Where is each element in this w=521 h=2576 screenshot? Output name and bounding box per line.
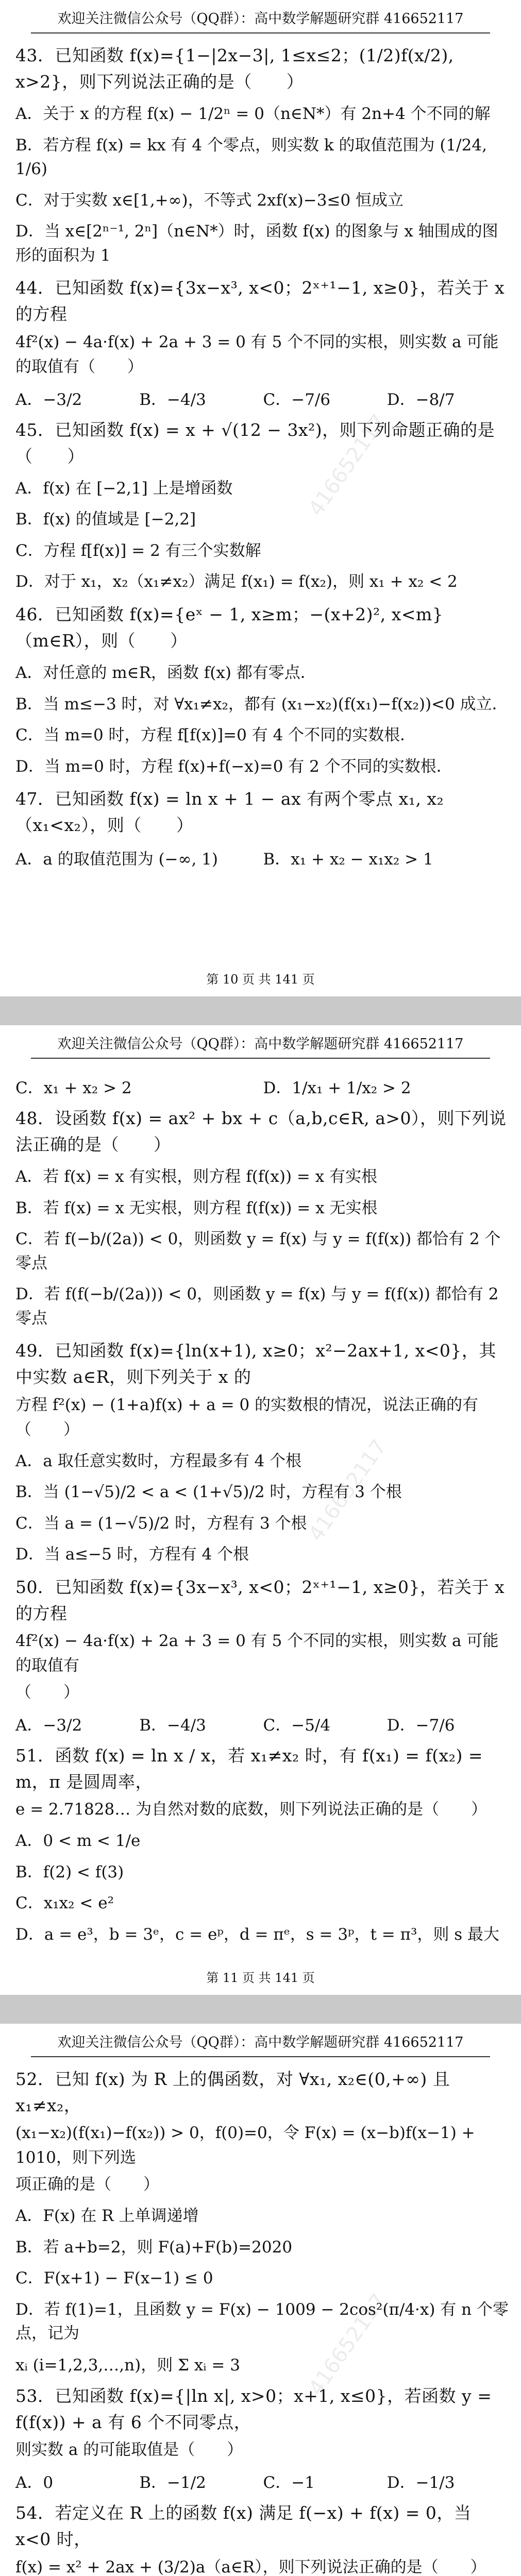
option-a: A．0 — [15, 2473, 54, 2493]
option-b: B．x₁ + x₂ − x₁x₂ > 1 — [263, 850, 433, 869]
option-c: C．x₁ + x₂ > 2 — [15, 1079, 132, 1097]
question-stem: 48．设函数 f(x) = ax² + bx + c（a,b,c∈R, a>0），则下列说法正确的是（ ） — [15, 1108, 507, 1155]
question-44 — [15, 275, 511, 409]
question-stem-cont: 项正确的是（ ） — [15, 2175, 159, 2194]
question-48 — [15, 1105, 511, 1330]
option-row — [15, 2469, 511, 2493]
watermark: 416652117 — [304, 1435, 392, 1546]
option-a: A．f(x) 在 [−2,1] 上是增函数 — [15, 479, 233, 498]
question-stem: 49．已知函数 f(x)={ln(x+1), x≥0；x²−2ax+1, x<0}，其中实数 a∈R，则下列关于 x 的 — [15, 1341, 496, 1387]
question-46 — [15, 601, 511, 778]
question-stem-cont: 方程 f²(x) − (1+a)f(x) + a = 0 的实数根的情况，说法正确的有（ ） — [15, 1395, 479, 1439]
option-d: D．当 m=0 时，方程 f(x)+f(−x)=0 有 2 个不同的实数根． — [15, 757, 452, 776]
watermark: 416652117 — [304, 2289, 392, 2400]
page-11 — [0, 1025, 521, 1995]
option-a: A．关于 x 的方程 f(x) − 1/2ⁿ = 0（n∈N*）有 2n+4 个不同的解 — [15, 105, 491, 124]
watermark: 416652117 — [304, 410, 392, 521]
question-stem: 46．已知函数 f(x)={eˣ − 1, x≥m；−(x+2)², x<m}（m∈R），则（ ） — [15, 604, 444, 651]
option-row — [15, 846, 511, 869]
option-c: C．方程 f[f(x)] = 2 有三个实数解 — [15, 541, 261, 560]
page-12 — [0, 2024, 521, 2576]
question-47-continued — [15, 1075, 511, 1098]
option-d: D．a = e³，b = 3ᵉ，c = eᵖ，d = πᵉ，s = 3ᵖ，t = π³，则 s 最大 — [15, 1925, 500, 1944]
question-stem: 50．已知函数 f(x)={3x−x³, x<0；2ˣ⁺¹−1, x≥0}，若关于 x 的方程 — [15, 1577, 505, 1623]
page-header: 欢迎关注微信公众号（QQ群）：高中数学解题研究群 416652117 — [31, 2031, 490, 2057]
question-54 — [15, 2500, 511, 2576]
option-b: B．当 m≤−3 时，对 ∀x₁≠x₂，都有 (x₁−x₂)(f(x₁)−f(x₂))<0 成立． — [15, 694, 508, 714]
option-b: B．若方程 f(x) = kx 有 4 个零点，则实数 k 的取值范围为 (1/24, 1/6) — [15, 135, 487, 179]
question-stem: 45．已知函数 f(x) = x + √(12 − 3x²)，则下列命题正确的是（ ） — [15, 419, 495, 466]
option-a: A．F(x) 在 R 上单调递增 — [15, 2207, 199, 2226]
option-row — [15, 386, 511, 410]
option-row — [15, 1712, 511, 1735]
question-45 — [15, 417, 511, 594]
option-d-cont: xᵢ (i=1,2,3,…,n)，则 Σ xᵢ = 3 — [15, 2355, 240, 2375]
question-stem: 44．已知函数 f(x)={3x−x³, x<0；2ˣ⁺¹−1, x≥0}，若关于 x 的方程 — [15, 278, 505, 325]
question-stem-cont: 4f²(x) − 4a·f(x) + 2a + 3 = 0 有 5 个不同的实根，则实数 a 可能的取值有（ ） — [15, 332, 499, 376]
question-stem: 52．已知 f(x) 为 R 上的偶函数，对 ∀x₁, x₂∈(0,+∞) 且 x₁≠x₂， — [15, 2069, 450, 2116]
option-d: D．1/x₁ + 1/x₂ > 2 — [263, 1079, 411, 1097]
option-d: D．−1/3 — [386, 2473, 455, 2493]
option-b: B．−4/3 — [139, 390, 206, 409]
option-d: D．当 x∈[2ⁿ⁻¹, 2ⁿ]（n∈N*）时，函数 f(x) 的图象与 x 轴围成的图形的面积为 1 — [15, 222, 498, 265]
page-footer: 第 11 页 共 141 页 — [206, 1971, 315, 1985]
option-b: B．−4/3 — [139, 1716, 206, 1735]
question-stem-cont: （ ） — [15, 1683, 79, 1702]
question-53 — [15, 2383, 511, 2493]
option-d: D．对于 x₁，x₂（x₁≠x₂）满足 f(x₁) = f(x₂)，则 x₁ + x₂ < 2 — [15, 572, 458, 591]
option-c: C．−7/6 — [263, 390, 331, 409]
question-stem: 53．已知函数 f(x)={|ln x|, x>0；x+1, x≤0}，若函数 y = f(f(x)) + a 有 6 个不同零点， — [15, 2385, 492, 2433]
question-49 — [15, 1337, 511, 1566]
option-d: D．当 a≤−5 时，方程有 4 个根 — [15, 1545, 249, 1564]
question-stem: 47．已知函数 f(x) = ln x + 1 − ax 有两个零点 x₁, x₂（x₁<x₂），则（ ） — [15, 789, 444, 836]
option-b: B．−1/2 — [139, 2473, 206, 2493]
page-header: 欢迎关注微信公众号（QQ群）：高中数学解题研究群 416652117 — [31, 7, 490, 33]
option-a: A．−3/2 — [15, 1716, 82, 1735]
page-footer: 第 10 页 共 141 页 — [206, 972, 315, 987]
option-c: C．若 f(−b/(2a)) < 0，则函数 y = f(x) 与 y = f(f(x)) 都恰有 2 个零点 — [15, 1230, 501, 1273]
option-d: D．−8/7 — [386, 390, 455, 409]
option-c: C．−5/4 — [263, 1716, 331, 1735]
option-b: B．若 f(x) = x 无实根，则方程 f(f(x)) = x 无实根 — [15, 1198, 378, 1217]
question-52 — [15, 2066, 511, 2378]
question-stem: 43．已知函数 f(x)={1−|2x−3|, 1≤x≤2；(1/2)f(x/2), x>2}，则下列说法正确的是（ ） — [15, 45, 454, 92]
question-51 — [15, 1742, 511, 1946]
option-c: C．−1 — [263, 2473, 315, 2493]
option-c: C．当 a = (1−√5)/2 时，方程有 3 个根 — [15, 1514, 307, 1533]
question-stem-cont: (x₁−x₂)(f(x₁)−f(x₂)) > 0，f(0)=0，令 F(x) = (x−b)f(x−1) + 1010，则下列选 — [15, 2124, 475, 2167]
question-stem-cont: f(x) = x² + 2ax + (3/2)a（a∈R），则下列说法正确的是（ ） — [15, 2557, 486, 2576]
option-b: B．f(2) < f(3) — [15, 1862, 124, 1882]
question-stem: 51．函数 f(x) = ln x / x，若 x₁≠x₂ 时，有 f(x₁) = f(x₂) = m，π 是圆周率， — [15, 1745, 483, 1792]
page-10 — [0, 0, 521, 996]
option-c: C．当 m=0 时，方程 f[f(x)]=0 有 4 个不同的实数根． — [15, 726, 416, 745]
question-stem-cont: 4f²(x) − 4a·f(x) + 2a + 3 = 0 有 5 个不同的实根，则实数 a 可能的取值有 — [15, 1631, 499, 1675]
option-d: D．若 f(1)=1，且函数 y = F(x) − 1009 − 2cos²(π/4·x) 有 n 个零点，记为 — [15, 2300, 509, 2343]
option-c: C．F(x+1) − F(x−1) ≤ 0 — [15, 2269, 213, 2288]
option-a: A．若 f(x) = x 有实根，则方程 f(f(x)) = x 有实根 — [15, 1167, 378, 1187]
question-50 — [15, 1574, 511, 1735]
option-a: A．a 取任意实数时，方程最多有 4 个根 — [15, 1451, 302, 1470]
option-d: D．−7/6 — [386, 1716, 455, 1735]
option-c: C．x₁x₂ < e² — [15, 1894, 114, 1913]
option-a: A．a 的取值范围为 (−∞, 1) — [15, 850, 218, 869]
page-header: 欢迎关注微信公众号（QQ群）：高中数学解题研究群 416652117 — [31, 1032, 490, 1059]
option-a: A．对任意的 m∈R，函数 f(x) 都有零点． — [15, 664, 316, 683]
option-b: B．f(x) 的值域是 [−2,2] — [15, 510, 196, 529]
question-stem-cont: e = 2.71828… 为自然对数的底数，则下列说法正确的是（ ） — [15, 1800, 488, 1819]
option-a: A．−3/2 — [15, 390, 82, 409]
option-c: C．对于实数 x∈[1,+∞)，不等式 2xf(x)−3≤0 恒成立 — [15, 191, 404, 210]
option-row — [15, 1075, 511, 1098]
question-stem-cont: 则实数 a 的可能取值是（ ） — [15, 2441, 243, 2460]
option-b: B．若 a+b=2，则 F(a)+F(b)=2020 — [15, 2238, 293, 2257]
option-d: D．若 f(f(−b/(2a))) < 0，则函数 y = f(x) 与 y = f(f(x)) 都恰有 2 零点 — [15, 1285, 499, 1328]
question-stem: 54．若定义在 R 上的函数 f(x) 满足 f(−x) + f(x) = 0，当 x<0 时， — [15, 2503, 472, 2550]
option-b: B．当 (1−√5)/2 < a < (1+√5)/2 时，方程有 3 个根 — [15, 1483, 402, 1502]
question-47 — [15, 786, 511, 869]
option-a: A．0 < m < 1/e — [15, 1832, 141, 1851]
question-43 — [15, 42, 511, 267]
